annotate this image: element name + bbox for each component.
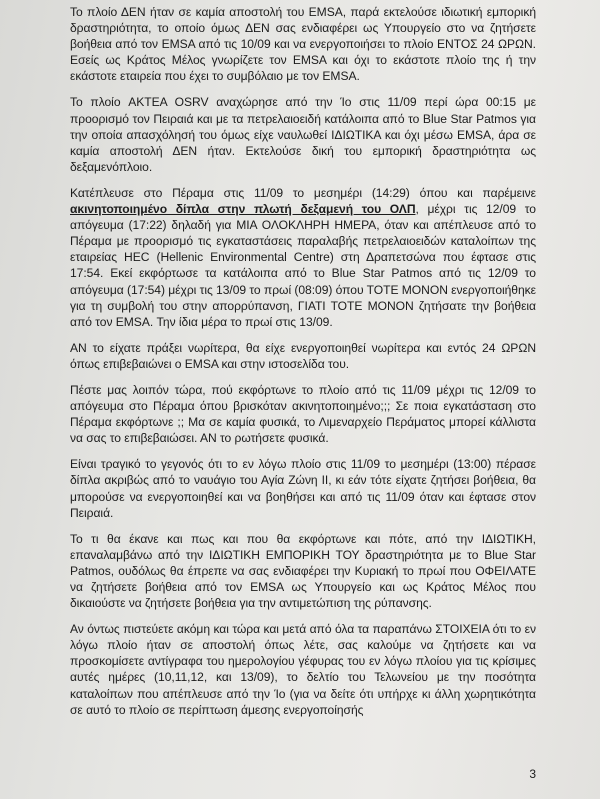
paragraph-6-text: Είναι τραγικό το γεγονός ότι το εν λόγω πλοίο στις 11/09 το μεσημέρι (13:00) πέρασε δίπλα ακριβώς από το ναυάγιο του Αγία Ζώνη ΙΙ, κι εάν τότε είχατε ζητήσει βοήθεια, θα μπορούσε να ενεργοποιηθεί και να βοηθήσει και από τις 11/09 όταν και έφτασε στον Πειραιά. bbox=[70, 457, 536, 520]
paragraph-8 bbox=[70, 621, 536, 718]
paragraph-7 bbox=[70, 531, 536, 611]
page-number: 3 bbox=[529, 767, 536, 781]
paragraph-6 bbox=[70, 456, 536, 520]
paragraph-3-text-end: , μέχρι τις 12/09 το απόγευμα (17:22) δηλαδή για ΜΙΑ ΟΛΟΚΛΗΡΗ ΗΜΕΡΑ, όταν και απέπλευσε από το Πέραμα με προορισμό τις εγκαταστάσεις παραλαβής πετρελαιοειδών καταλοίπων της εταιρείας HEC (Hellenic Environmental Centre) στη Δραπετσώνα που έφτασε στις 17:54. Εκεί εκφόρτωσε τα κατάλοιπα από το Blue Star Patmos από τις 12/09 το απόγευμα (17:54) μέχρι τις 13/09 το πρωί (08:09) όπου ΤΟΤΕ ΜΟΝΟΝ ενεργοποιήθηκε για τη συμβολή του στην απορρύπανση, ΓΙΑΤΙ ΤΟΤΕ ΜΟΝΟΝ ζητήσατε την βοήθεια από τον EMSA. Την ίδια μέρα το πρωί στις 13/09. bbox=[70, 202, 536, 329]
paragraph-5-text: Πέστε μας λοιπόν τώρα, πού εκφόρτωνε το πλοίο από τις 11/09 μέχρι τις 12/09 το απόγευμα στο Πέραμα όπου βρισκόταν ακινητοποιημένο;;; Σε ποια εγκατάσταση στο Πέραμα εκφόρτωνε ;; Μα σε καμία φυσικά, το Λιμεναρχείο Περάματος μπορεί κάλλιστα να σας το επιβεβαιώσει. ΑΝ το ρωτήσετε φυσικά. bbox=[70, 382, 536, 446]
paragraph-7-text: Το τι θα έκανε και πως και που θα εκφόρτωνε και πότε, από την ΙΔΙΩΤΙΚΗ, επαναλαμβάνω από την ΙΔΙΩΤΙΚΗ ΕΜΠΟΡΙΚΗ ΤΟΥ δραστηριότητα με το Blue Star Patmos, ουδόλως θα έπρεπε να σας ενδιαφέρει την Κυριακή το πρωί που ΟΦΕΙΛΑΤΕ να ζητήσετε βοήθεια από τον EMSA ως Υπουργείο και ως Κράτος Μέλος που δικαιούστε να ζητήσετε βοήθεια για την αντιμετώπιση της ρύπανσης. bbox=[70, 531, 536, 611]
paragraph-1 bbox=[70, 4, 536, 84]
paragraph-5 bbox=[70, 382, 536, 446]
paragraph-1-text: Το πλοίο ΔΕΝ ήταν σε καμία αποστολή του EMSA, παρά εκτελούσε ιδιωτική εμπορική δραστηριότητα, το οποίο όμως ΔΕΝ σας ενδιαφέρει ως Υπουργείο στο να ζητήσετε βοήθεια από τον EMSA από τις 10/09 και να ενεργοποιήσει το πλοίο ΕΝΤΟΣ 24 ΩΡΩΝ. Εσείς ως Κράτος Μέλος γνωρίζετε τον EMSA και όχι το εκάστοτε πλοίο της ή την εκάστοτε εταιρεία που έχει το συμβόλαιο με τον EMSA. bbox=[70, 5, 536, 84]
paragraph-3-text-start: Κατέπλευσε στο Πέραμα στις 11/09 το μεσημέρι (14:29) όπου και παρέμεινε bbox=[70, 185, 536, 200]
paragraph-4-text: ΑΝ το είχατε πράξει νωρίτερα, θα είχε ενεργοποιηθεί νωρίτερα και εντός 24 ΩΡΩΝ όπως επιβεβαιώνει ο EMSA και στην ιστοσελίδα του. bbox=[70, 340, 536, 371]
paragraph-2 bbox=[70, 94, 536, 174]
paragraph-8-text: Αν όντως πιστεύετε ακόμη και τώρα και μετά από όλα τα παραπάνω ΣΤΟΙΧΕΙΑ ότι το εν λόγω πλοίο ήταν σε αποστολή όπως λέτε, σας καλούμε να ζητήσετε και να προσκομίσετε αντίγραφα του ημερολογίου γέφυρας του εν λόγω πλοίου για τις κρίσιμες αυτές ημέρες (10,11,12, και 13/09), το δελτίο του Τελωνείου με την ποσότητα καταλοίπων που απέπλευσε από την Ίο (για να δείτε ότι υπήρχε κι άλλη χωρητικότητα σε αυτό το πλοίο σε περίπτωση άμεσης ενεργοποίησής bbox=[70, 622, 536, 717]
paragraph-3 bbox=[70, 185, 536, 330]
paragraph-2-text: Το πλοίο AKTEA OSRV αναχώρησε από την Ίο στις 11/09 περί ώρα 00:15 με προορισμό τον Πειραιά και με τα πετρελαιοειδή κατάλοιπα από το Blue Star Patmos για την οποία απασχόλησή του όμως είχε ναυλωθεί ΙΔΙΩΤΙΚΑ και όχι μέσω EMSA, άρα σε καμία αποστολή ΔΕΝ ήταν. Εκτελούσε δική του εμπορική δραστηριότητα ως δεξαμενόπλοιο. bbox=[70, 95, 536, 174]
paragraph-4 bbox=[70, 340, 536, 372]
paragraph-3-underlined-text: ακινητοποιημένο δίπλα στην πλωτή δεξαμενή του ΟΛΠ bbox=[70, 202, 416, 217]
